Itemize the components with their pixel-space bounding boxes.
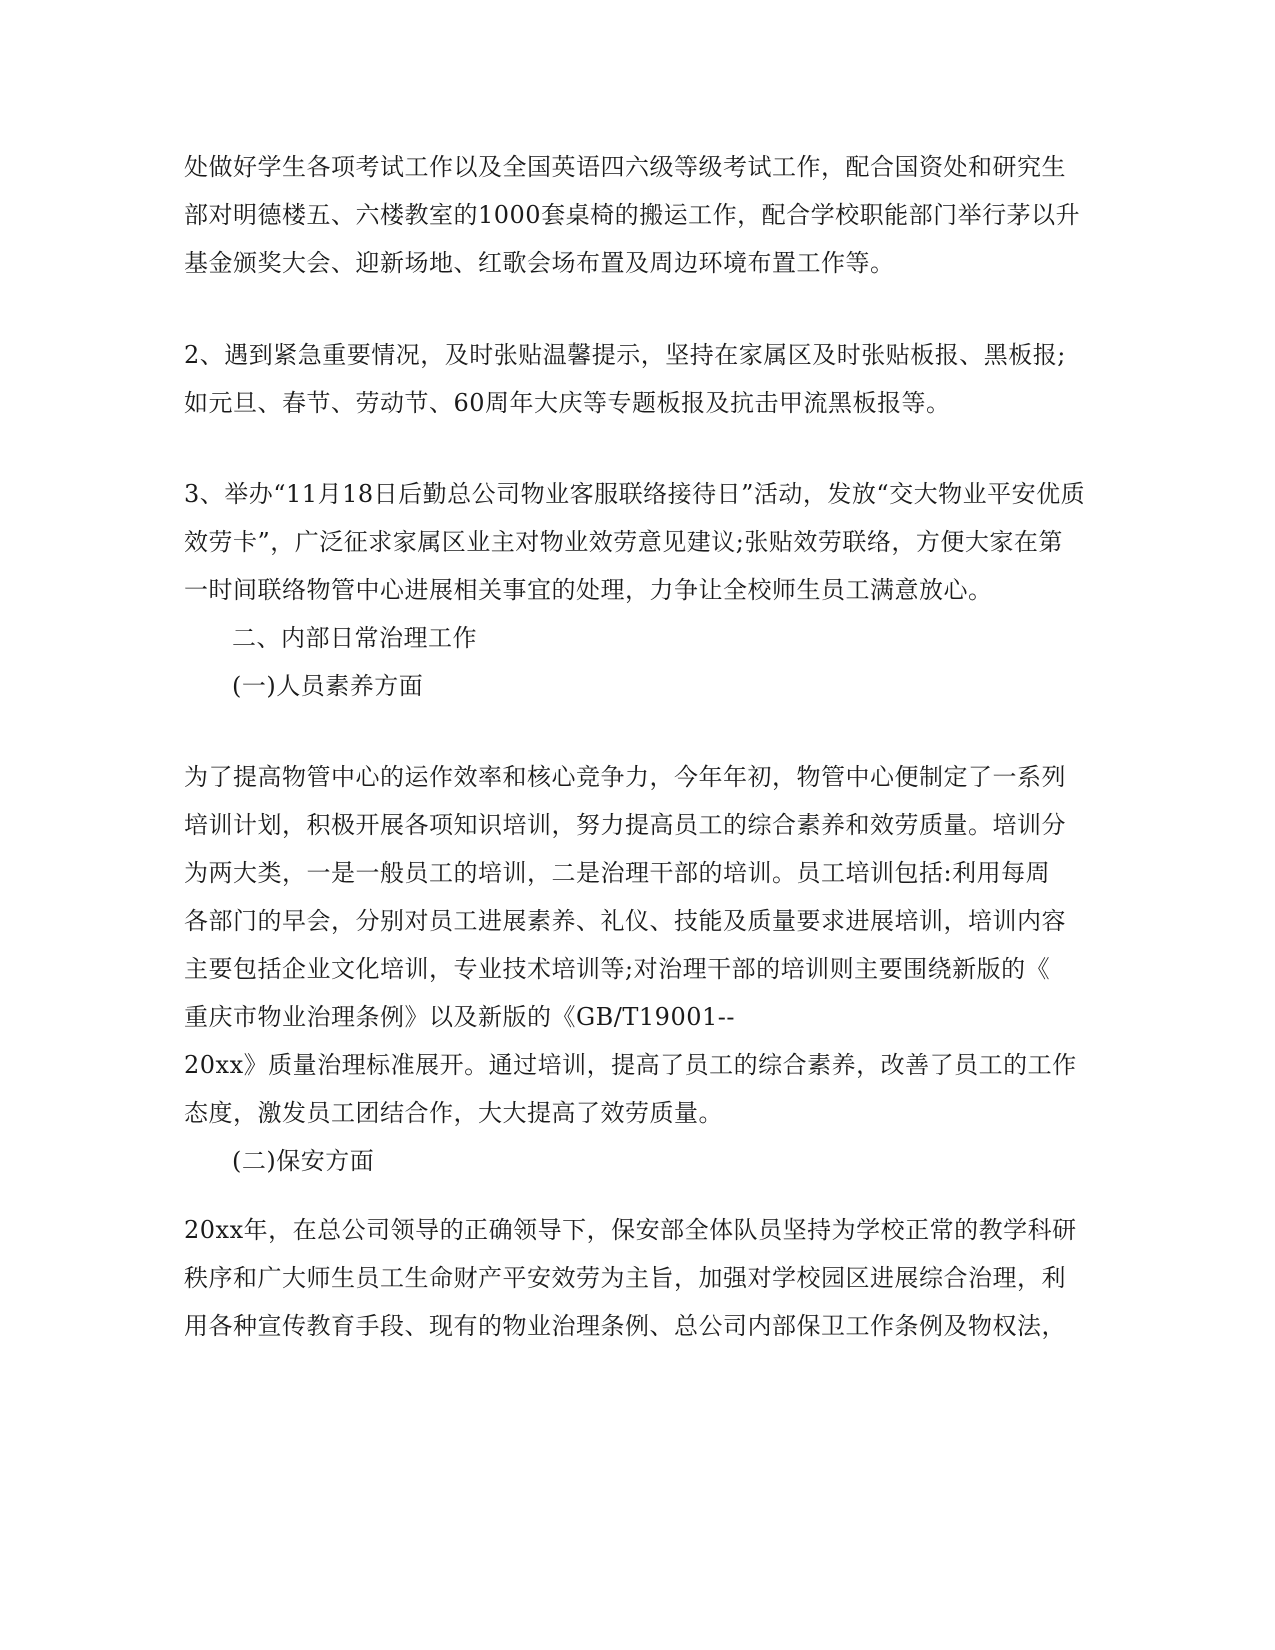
text-line: 用各种宣传教育手段、现有的物业治理条例、总公司内部保卫工作条例及物权法， bbox=[184, 1312, 1066, 1340]
text-line: 一时间联络物管中心进展相关事宜的处理，力争让全校师生员工满意放心。 bbox=[184, 576, 993, 604]
text-line: 3、举办“11月18日后勤总公司物业客服联络接待日”活动，发放“交大物业平安优质 bbox=[184, 480, 1086, 508]
text-line: 秩序和广大师生员工生命财产平安效劳为主旨，加强对学校园区进展综合治理，利 bbox=[184, 1264, 1066, 1292]
text-line: 2、遇到紧急重要情况，及时张贴温馨提示，坚持在家属区及时张贴板报、黑板报; bbox=[184, 341, 1066, 369]
text-line: 为两大类，一是一般员工的培训，二是治理干部的培训。员工培训包括:利用每周 bbox=[184, 859, 1051, 887]
text-line: 处做好学生各项考试工作以及全国英语四六级等级考试工作，配合国资处和研究生 bbox=[184, 153, 1066, 181]
text-line: 重庆市物业治理条例》以及新版的《GB/T19001-- bbox=[184, 1003, 735, 1031]
text-line: 如元旦、春节、劳动节、60周年大庆等专题板报及抗击甲流黑板报等。 bbox=[184, 389, 951, 417]
section-heading: 二、内部日常治理工作 bbox=[232, 624, 477, 652]
text-line: 培训计划，积极开展各项知识培训，努力提高员工的综合素养和效劳质量。培训分 bbox=[184, 811, 1066, 839]
text-line: 效劳卡”，广泛征求家属区业主对物业效劳意见建议;张贴效劳联络，方便大家在第 bbox=[184, 528, 1063, 556]
subsection-heading: (一)人员素养方面 bbox=[232, 672, 424, 700]
text-line: 为了提高物管中心的运作效率和核心竞争力，今年年初，物管中心便制定了一系列 bbox=[184, 763, 1066, 791]
text-line: 各部门的早会，分别对员工进展素养、礼仪、技能及质量要求进展培训，培训内容 bbox=[184, 907, 1066, 935]
text-line: 态度，激发员工团结合作，大大提高了效劳质量。 bbox=[184, 1099, 723, 1127]
paragraph-security bbox=[184, 1206, 1104, 1350]
text-line: 部对明德楼五、六楼教室的1000套桌椅的搬运工作，配合学校职能部门举行茅以升 bbox=[184, 201, 1081, 229]
paragraph-staff-training bbox=[184, 753, 1104, 1185]
paragraph-exam-work bbox=[184, 143, 1104, 287]
text-line: 20xx》质量治理标准展开。通过培训，提高了员工的综合素养，改善了员工的工作 bbox=[184, 1051, 1077, 1079]
subsection-heading: (二)保安方面 bbox=[232, 1147, 375, 1175]
text-line: 基金颁奖大会、迎新场地、红歌会场布置及周边环境布置工作等。 bbox=[184, 249, 895, 277]
paragraph-item-2 bbox=[184, 331, 1104, 427]
text-line: 20xx年，在总公司领导的正确领导下，保安部全体队员坚持为学校正常的教学科研 bbox=[184, 1216, 1077, 1244]
text-line: 主要包括企业文化培训，专业技术培训等;对治理干部的培训则主要围绕新版的《 bbox=[184, 955, 1051, 983]
paragraph-item-3 bbox=[184, 470, 1104, 710]
